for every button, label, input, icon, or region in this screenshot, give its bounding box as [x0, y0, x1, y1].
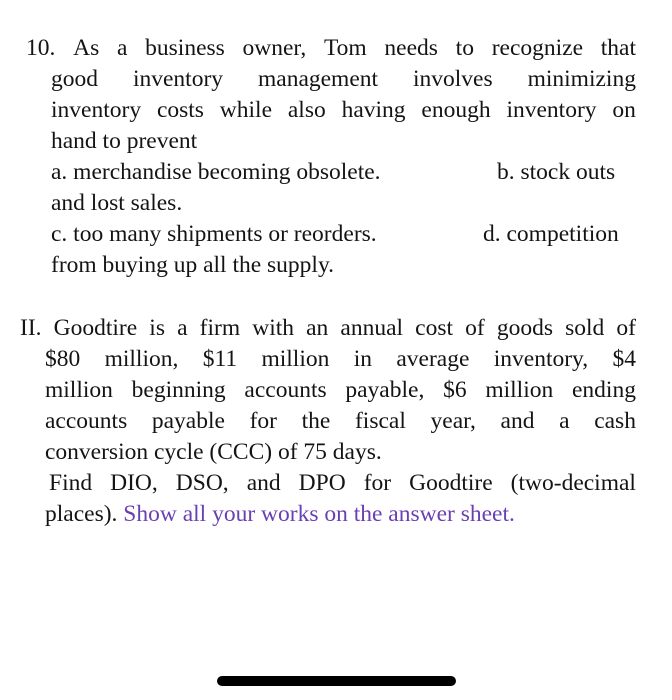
word: costs [156, 97, 204, 123]
word: payable, [345, 377, 425, 403]
q2-line-3 [45, 375, 636, 406]
word: of [465, 315, 485, 341]
q2-line-7-start: places). [45, 501, 118, 527]
word: recognize [491, 35, 584, 61]
word: and [246, 470, 281, 496]
word: annual [340, 315, 404, 341]
word: for [249, 408, 277, 434]
word: Goodtire [53, 315, 138, 341]
word: million [261, 346, 330, 372]
word: (two-decimal [510, 470, 636, 496]
word: beginning [131, 377, 226, 403]
word: firm [199, 315, 241, 341]
word: million [45, 377, 113, 403]
word: inventory [132, 66, 224, 92]
word: a [559, 408, 570, 434]
q10-option-d: d. competition [483, 221, 619, 247]
word: needs [384, 35, 438, 61]
q10-option-b: b. stock outs [497, 159, 616, 185]
word: in [353, 346, 372, 372]
q10-stem-line-4: hand to prevent [51, 128, 198, 154]
home-indicator-bar[interactable] [217, 676, 456, 686]
word: owner, [242, 35, 307, 61]
q10-option-d-continuation: from buying up all the supply. [51, 252, 335, 278]
word: enough [421, 97, 491, 123]
word: inventory, [493, 346, 589, 372]
word: DIO, [110, 470, 158, 496]
word: Goodtire [409, 470, 493, 496]
q10-stem-line-3 [51, 95, 636, 126]
word: cost [415, 315, 454, 341]
word: a [116, 35, 128, 61]
word: accounts [244, 377, 327, 403]
word: also [287, 97, 326, 123]
q10-option-a: a. merchandise becoming obsolete. [51, 159, 381, 185]
word: ending [571, 377, 636, 403]
word: an [306, 315, 329, 341]
q2-line-6 [49, 468, 636, 499]
word: As [73, 35, 100, 61]
word: the [301, 408, 331, 434]
word: on [612, 97, 636, 123]
q2-line-7 [45, 499, 515, 530]
word: fiscal [354, 408, 406, 434]
q2-line-1 [20, 313, 636, 344]
word: accounts [45, 408, 128, 434]
q2-line-5: conversion cycle (CCC) of 75 days. [45, 439, 382, 465]
word: $4 [612, 346, 636, 372]
word: to [455, 35, 474, 61]
word: Find [49, 470, 93, 496]
word: $80 [45, 346, 81, 372]
word: DPO [298, 470, 346, 496]
word: good [51, 66, 98, 92]
word: business [145, 35, 225, 61]
word: II. [20, 315, 42, 341]
word: is [149, 315, 165, 341]
word: involves [413, 66, 493, 92]
q10-option-b-continuation: and lost sales. [51, 190, 183, 216]
word: million [485, 377, 554, 403]
word: for [363, 470, 392, 496]
word: with [252, 315, 294, 341]
word: year, [430, 408, 476, 434]
word: sold [565, 315, 605, 341]
word: $6 [443, 377, 467, 403]
q2-line-2 [45, 344, 636, 375]
word: minimizing [527, 66, 636, 92]
word: cash [594, 408, 636, 434]
word: 10. [26, 35, 56, 61]
q10-stem-line-1 [26, 33, 636, 64]
q10-option-c: c. too many shipments or reorders. [51, 221, 377, 247]
word: having [341, 97, 406, 123]
word: inventory [506, 97, 597, 123]
word: average [396, 346, 470, 372]
q2-line-4 [45, 406, 636, 437]
word: Tom [323, 35, 367, 61]
word: that [600, 35, 636, 61]
word: while [219, 97, 273, 123]
word: DSO, [175, 470, 229, 496]
word: inventory [51, 97, 142, 123]
q10-stem-line-2 [51, 64, 636, 95]
word: $11 [202, 346, 238, 372]
word: management [257, 66, 379, 92]
answer-sheet-instruction: Show all your works on the answer sheet. [123, 501, 515, 527]
word: of [616, 315, 636, 341]
word: and [500, 408, 535, 434]
word: goods [496, 315, 553, 341]
word: a [177, 315, 188, 341]
word: payable [151, 408, 225, 434]
word: million, [104, 346, 179, 372]
